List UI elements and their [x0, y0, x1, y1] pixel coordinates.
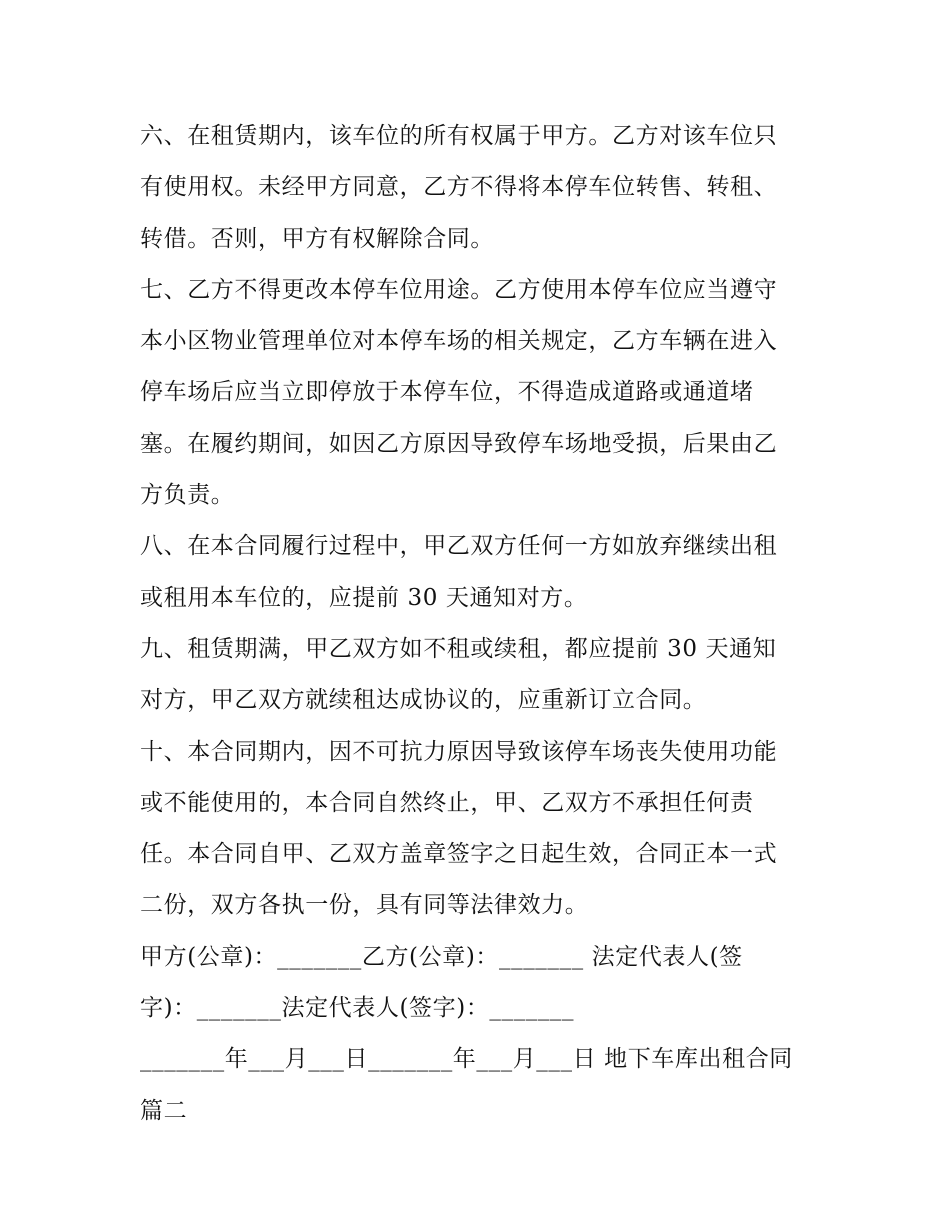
section-heading-part-two: 篇二 — [140, 1097, 188, 1124]
clause-7-line-2: 本小区物业管理单位对本停车场的相关规定，乙方车辆在进入 — [140, 328, 778, 355]
signature-line-2: 字)：_______法定代表人(签字)：_______ — [140, 995, 575, 1022]
clause-10-line-4: 二份，双方各执一份，具有同等法律效力。 — [140, 892, 589, 919]
clause-6-line-1: 六、在租赁期内，该车位的所有权属于甲方。乙方对该车位只 — [140, 123, 778, 149]
clause-7-line-3: 停车场后应当立即停放于本停车位，不得造成道路或通道堵 — [140, 379, 754, 406]
clause-8-line-2: 或租用本车位的，应提前 30 天通知对方。 — [140, 584, 588, 611]
clause-7-line-4: 塞。在履约期间，如因乙方原因导致停车场地受损，后果由乙 — [140, 430, 778, 457]
clause-7-line-1: 七、乙方不得更改本停车位用途。乙方使用本停车位应当遵守 — [140, 276, 778, 303]
clause-10-line-1: 十、本合同期内，因不可抗力原因导致该停车场丧失使用功能 — [140, 738, 778, 765]
clause-6-line-3: 转借。否则，甲方有权解除合同。 — [140, 225, 494, 252]
clause-10-line-2: 或不能使用的，本合同自然终止，甲、乙双方不承担任何责 — [140, 789, 754, 816]
clause-10-line-3: 任。本合同自甲、乙双方盖章签字之日起生效，合同正本一式 — [140, 841, 778, 868]
clause-9-line-2: 对方，甲乙双方就续租达成协议的，应重新订立合同。 — [140, 687, 707, 714]
clause-8-line-1: 八、在本合同履行过程中，甲乙双方任何一方如放弃继续出租 — [140, 533, 778, 560]
clause-7-line-5: 方负责。 — [140, 482, 235, 509]
contract-body — [140, 111, 815, 1137]
signature-line-1: 甲方(公章)：_______乙方(公章)：_______ 法定代表人(签 — [140, 943, 743, 970]
clause-6-line-2: 有使用权。未经甲方同意，乙方不得将本停车位转售、转租、 — [140, 174, 778, 201]
date-line: _______年___月___日_______年___月___日 地下车库出租合同 — [140, 1046, 793, 1073]
clause-9-line-1: 九、租赁期满，甲乙双方如不租或续租，都应提前 30 天通知 — [140, 635, 777, 662]
